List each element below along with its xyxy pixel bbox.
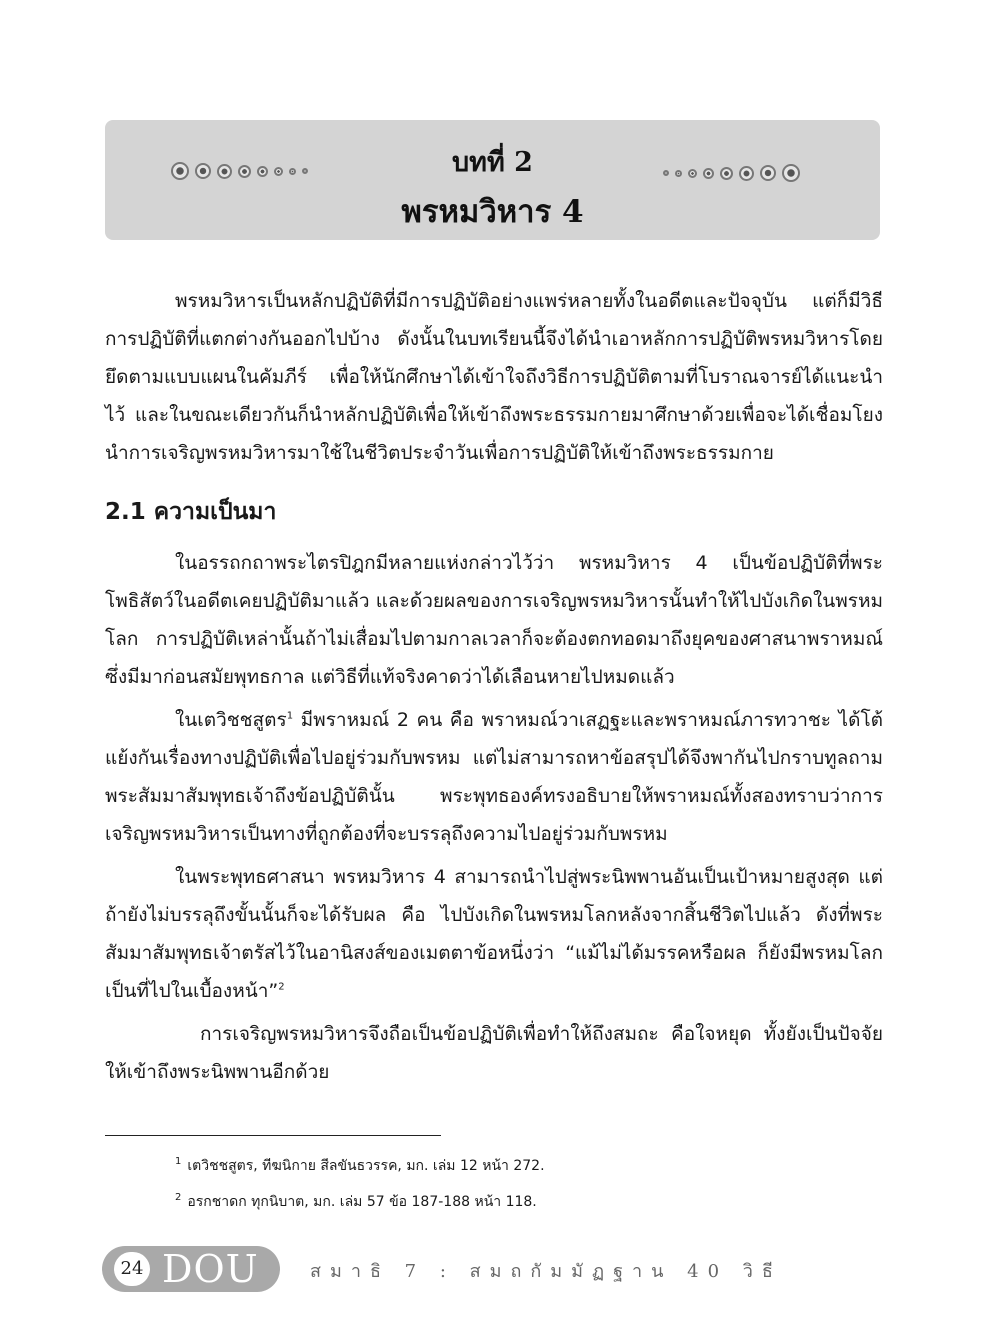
dot-icon (739, 166, 754, 181)
dot-icon (688, 169, 697, 178)
section-heading: 2.1 ความเป็นมา (105, 499, 277, 525)
section-paragraph-4: การเจริญพรหมวิหารจึงถือเป็นข้อปฏิบัติเพื่อทำให้ถึงสมถะ คือใจหยุด ทั้งยังเป็นปัจจัยให้เข้าถึงพระนิพพานอีกด้วย (105, 1023, 883, 1083)
section-paragraph-3 (105, 858, 883, 1010)
intro-paragraph: พรหมวิหารเป็นหลักปฏิบัติที่มีการปฏิบัติอย่างแพร่หลายทั้งในอดีตและปัจจุบัน แต่ก็มีวิธีการปฏิบัติที่แตกต่างกันออกไปบ้าง ดังนั้นในบทเรียนนี้จึงได้นำเอาหลักการปฏิบัติพรหมวิหารโดยยึดตามแบบแผนในคัมภีร์ เพื่อให้นักศึกษาได้เข้าใจถึงวิธีการปฏิบัติตามที่โบราณจารย์ได้แนะนำไว้ และในขณะเดียวกันก็นำหลักปฏิบัติเพื่อให้เข้าถึงพระธรรมกายมาศึกษาด้วยเพื่อจะได้เชื่อมโยงนำการเจริญพรหมวิหารมาใช้ในชีวิตประจำวันเพื่อการปฏิบัติให้เข้าถึงพระธรรมกาย (105, 290, 883, 464)
paragraph-2-start: ในเตวิชชสูตร (175, 709, 287, 731)
dot-icon (760, 165, 776, 181)
footnote-ref-1: 1 (286, 710, 294, 722)
chapter-number: บทที่ 2 (452, 147, 533, 178)
footnote-text: อรกชาดก ทุกนิบาต, มก. เล่ม 57 ข้อ 187-188 หน้า 118. (187, 1194, 537, 1210)
dot-icon (703, 168, 714, 179)
footnote-mark: 1 (175, 1156, 182, 1168)
footnote-divider (105, 1135, 441, 1136)
book-title: สมาธิ 7 : สมถกัมมัฏฐาน 40 วิธี (310, 1261, 782, 1282)
footnote-mark: 2 (175, 1192, 182, 1204)
dot-icon (675, 170, 682, 177)
chapter-title: พรหมวิหาร 4 (401, 194, 584, 230)
footer-badge (102, 1246, 280, 1292)
page-number: 24 (114, 1252, 150, 1286)
footnote-text: เตวิชชสูตร, ทีฆนิกาย สีลขันธวรรค, มก. เล่ม 12 หน้า 272. (187, 1158, 545, 1174)
dot-icon (663, 170, 669, 176)
dot-icon (782, 164, 800, 182)
footnotes (175, 1155, 875, 1227)
decorative-dots-right (663, 162, 800, 184)
chapter-banner (105, 120, 880, 240)
footnote (175, 1191, 875, 1213)
footnote (175, 1155, 875, 1177)
paragraph-2-rest: มีพราหมณ์ 2 คน คือ พราหมณ์วาเสฏฐะและพราหมณ์ภารทวาชะ ได้โต้แย้งกันเรื่องทางปฏิบัติเพื่อไปอยู่ร่วมกับพรหม แต่ไม่สามารถหาข้อสรุปได้จึงพากันไปกราบทูลถามพระสัมมาสัมพุทธเจ้าถึงข้อปฏิบัตินั้น พระพุทธองค์ทรงอธิบายให้พราหมณ์ทั้งสองทราบว่าการเจริญพรหมวิหารเป็นทางที่ถูกต้องที่จะบรรลุถึงความไปอยู่ร่วมกับพรหม (105, 709, 883, 845)
paragraph-3-text: ในพระพุทธศาสนา พรหมวิหาร 4 สามารถนำไปสู่พระนิพพานอันเป็นเป้าหมายสูงสุด แต่ถ้ายังไม่บรรลุถึงขั้นนั้นก็จะได้รับผล คือ ไปบังเกิดในพรหมโลกหลังจากสิ้นชีวิตไปแล้ว ดังที่พระสัมมาสัมพุทธเจ้าตรัสไว้ในอานิสงส์ของเมตตาข้อหนึ่งว่า “แม้ไม่ได้มรรคหรือผล ก็ยังมีพรหมโลกเป็นที่ไปในเบื้องหน้า” (105, 866, 883, 1002)
dou-logo: DOU (162, 1247, 259, 1291)
section-paragraph-1: ในอรรถกถาพระไตรปิฎกมีหลายแห่งกล่าวไว้ว่า พรหมวิหาร 4 เป็นข้อปฏิบัติที่พระโพธิสัตว์ในอดีตเคยปฏิบัติมาแล้ว และด้วยผลของการเจริญพรหมวิหารนั้นทำให้ไปบังเกิดในพรหมโลก การปฏิบัติเหล่านั้นถ้าไม่เสื่อมไปตามกาลเวลาก็จะต้องตกทอดมาถึงยุคของศาสนาพราหมณ์ซึ่งมีมาก่อนสมัยพุทธกาล แต่วิธีที่แท้จริงคาดว่าได้เลือนหายไปหมดแล้ว (105, 552, 883, 688)
page-content (105, 282, 883, 1091)
footnote-ref-2: 2 (278, 981, 285, 993)
section-paragraph-2 (105, 701, 883, 853)
page-footer (102, 1246, 902, 1294)
dot-icon (720, 167, 733, 180)
